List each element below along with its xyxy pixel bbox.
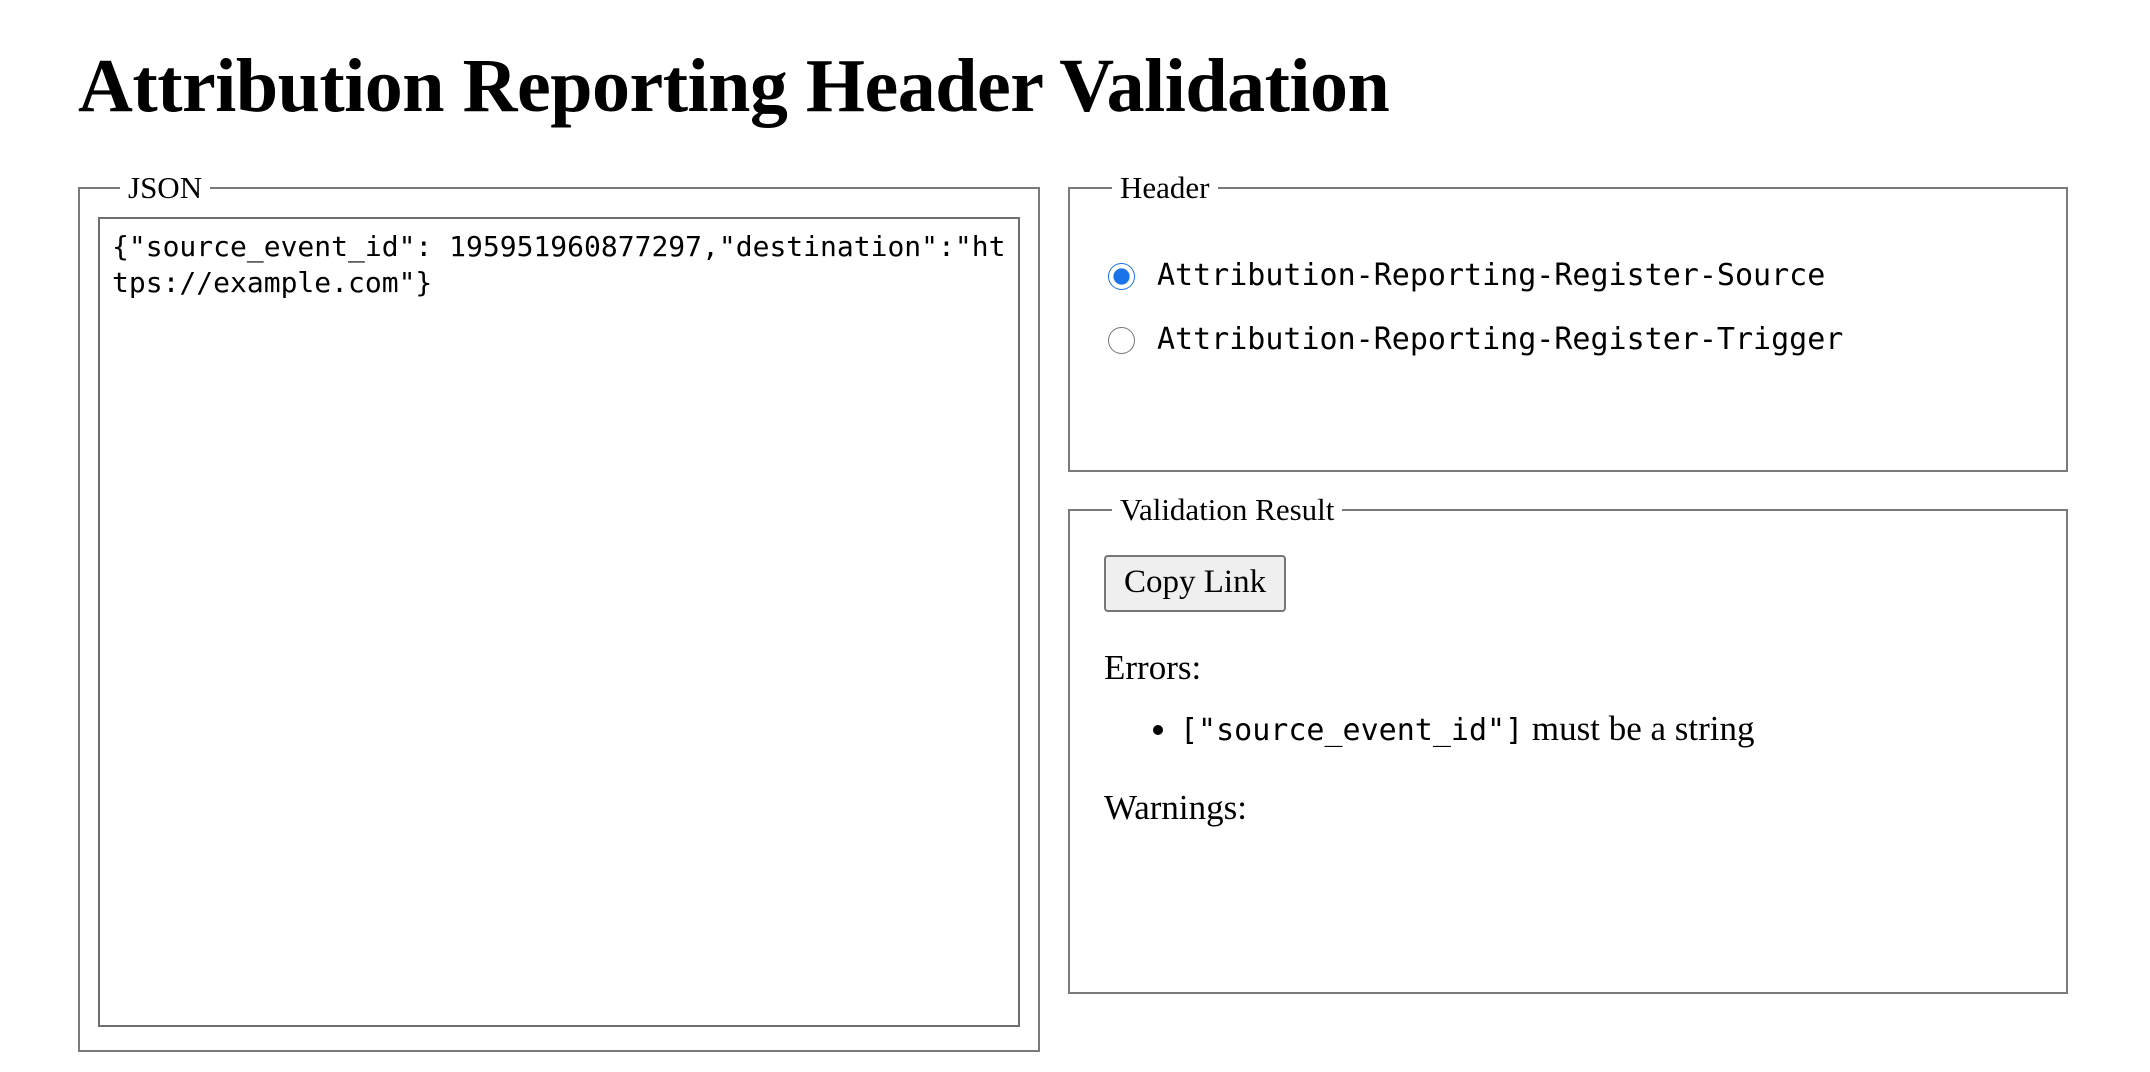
header-option-trigger-label: Attribution-Reporting-Register-Trigger: [1157, 322, 1844, 357]
radio-register-source[interactable]: [1108, 263, 1135, 290]
radio-register-trigger[interactable]: [1108, 327, 1135, 354]
header-option-source[interactable]: [1108, 258, 2046, 293]
header-option-trigger[interactable]: [1108, 322, 2046, 357]
errors-list: [1090, 706, 2046, 752]
json-panel-legend: JSON: [128, 170, 203, 205]
header-option-source-label: Attribution-Reporting-Register-Source: [1157, 258, 1826, 293]
copy-link-button[interactable]: Copy Link: [1104, 555, 1286, 612]
json-panel: [78, 172, 1040, 1052]
error-path: ["source_event_id"]: [1180, 713, 1524, 748]
validation-panel-legend: Validation Result: [1120, 494, 1335, 527]
errors-label: Errors:: [1104, 648, 1202, 687]
list-item: [1180, 706, 2046, 752]
error-message: must be a string: [1531, 709, 1755, 748]
main-columns: [0, 172, 2150, 1052]
json-column: [78, 172, 1040, 1052]
right-column: [1068, 172, 2068, 994]
page-title: Attribution Reporting Header Validation: [78, 44, 1390, 128]
json-input[interactable]: [98, 217, 1020, 1027]
validation-panel: [1068, 494, 2068, 994]
header-panel-legend: Header: [1120, 170, 1210, 205]
header-panel: [1068, 172, 2068, 472]
warnings-label: Warnings:: [1104, 787, 1247, 827]
